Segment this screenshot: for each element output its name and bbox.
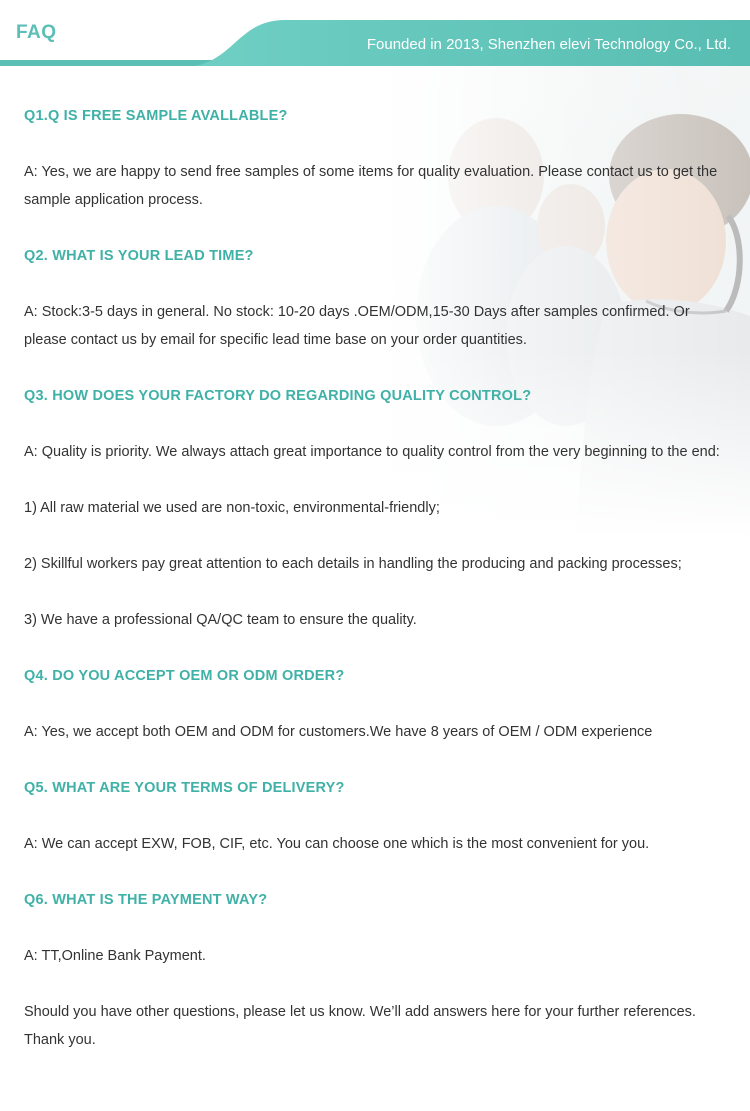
faq-answer-3-item-1: 1) All raw material we used are non-toxic, environmental-friendly;: [24, 500, 440, 516]
faq-question-3: Q3. HOW DOES YOUR FACTORY DO REGARDING QUALITY CONTROL?: [24, 388, 532, 404]
faq-answer-1: A: Yes, we are happy to send free samples of some items for quality evaluation. Please contact us to get the sample application process.: [24, 164, 718, 208]
faq-title: FAQ: [16, 22, 57, 43]
page-header: [0, 0, 750, 66]
faq-question-1: Q1.Q IS FREE SAMPLE AVALLABLE?: [24, 108, 288, 124]
header-banner: [0, 0, 750, 66]
faq-content: [24, 102, 728, 1082]
faq-question-6: Q6. WHAT IS THE PAYMENT WAY?: [24, 892, 268, 908]
faq-answer-2: A: Stock:3-5 days in general. No stock: 10-20 days .OEM/ODM,15-30 Days after samples confirmed. Or please contact us by email for specific lead time base on your order quantities.: [24, 304, 690, 348]
faq-answer-5: A: We can accept EXW, FOB, CIF, etc. You can choose one which is the most convenient for you.: [24, 836, 650, 852]
faq-answer-4: A: Yes, we accept both OEM and ODM for customers.We have 8 years of OEM / ODM experience: [24, 724, 653, 740]
faq-answer-3-item-3: 3) We have a professional QA/QC team to ensure the quality.: [24, 612, 417, 628]
faq-closing-note: Should you have other questions, please let us know. We’ll add answers here for your further references. Thank you.: [24, 1004, 696, 1048]
faq-question-5: Q5. WHAT ARE YOUR TERMS OF DELIVERY?: [24, 780, 345, 796]
faq-question-2: Q2. WHAT IS YOUR LEAD TIME?: [24, 248, 254, 264]
faq-answer-3: A: Quality is priority. We always attach great importance to quality control from the very beginning to the end:: [24, 444, 720, 460]
company-tagline: Founded in 2013, Shenzhen elevi Technology Co., Ltd.: [366, 36, 731, 53]
faq-answer-3-item-2: 2) Skillful workers pay great attention to each details in handling the producing and packing processes;: [24, 556, 682, 572]
faq-question-4: Q4. DO YOU ACCEPT OEM OR ODM ORDER?: [24, 668, 345, 684]
faq-answer-6: A: TT,Online Bank Payment.: [24, 948, 206, 964]
